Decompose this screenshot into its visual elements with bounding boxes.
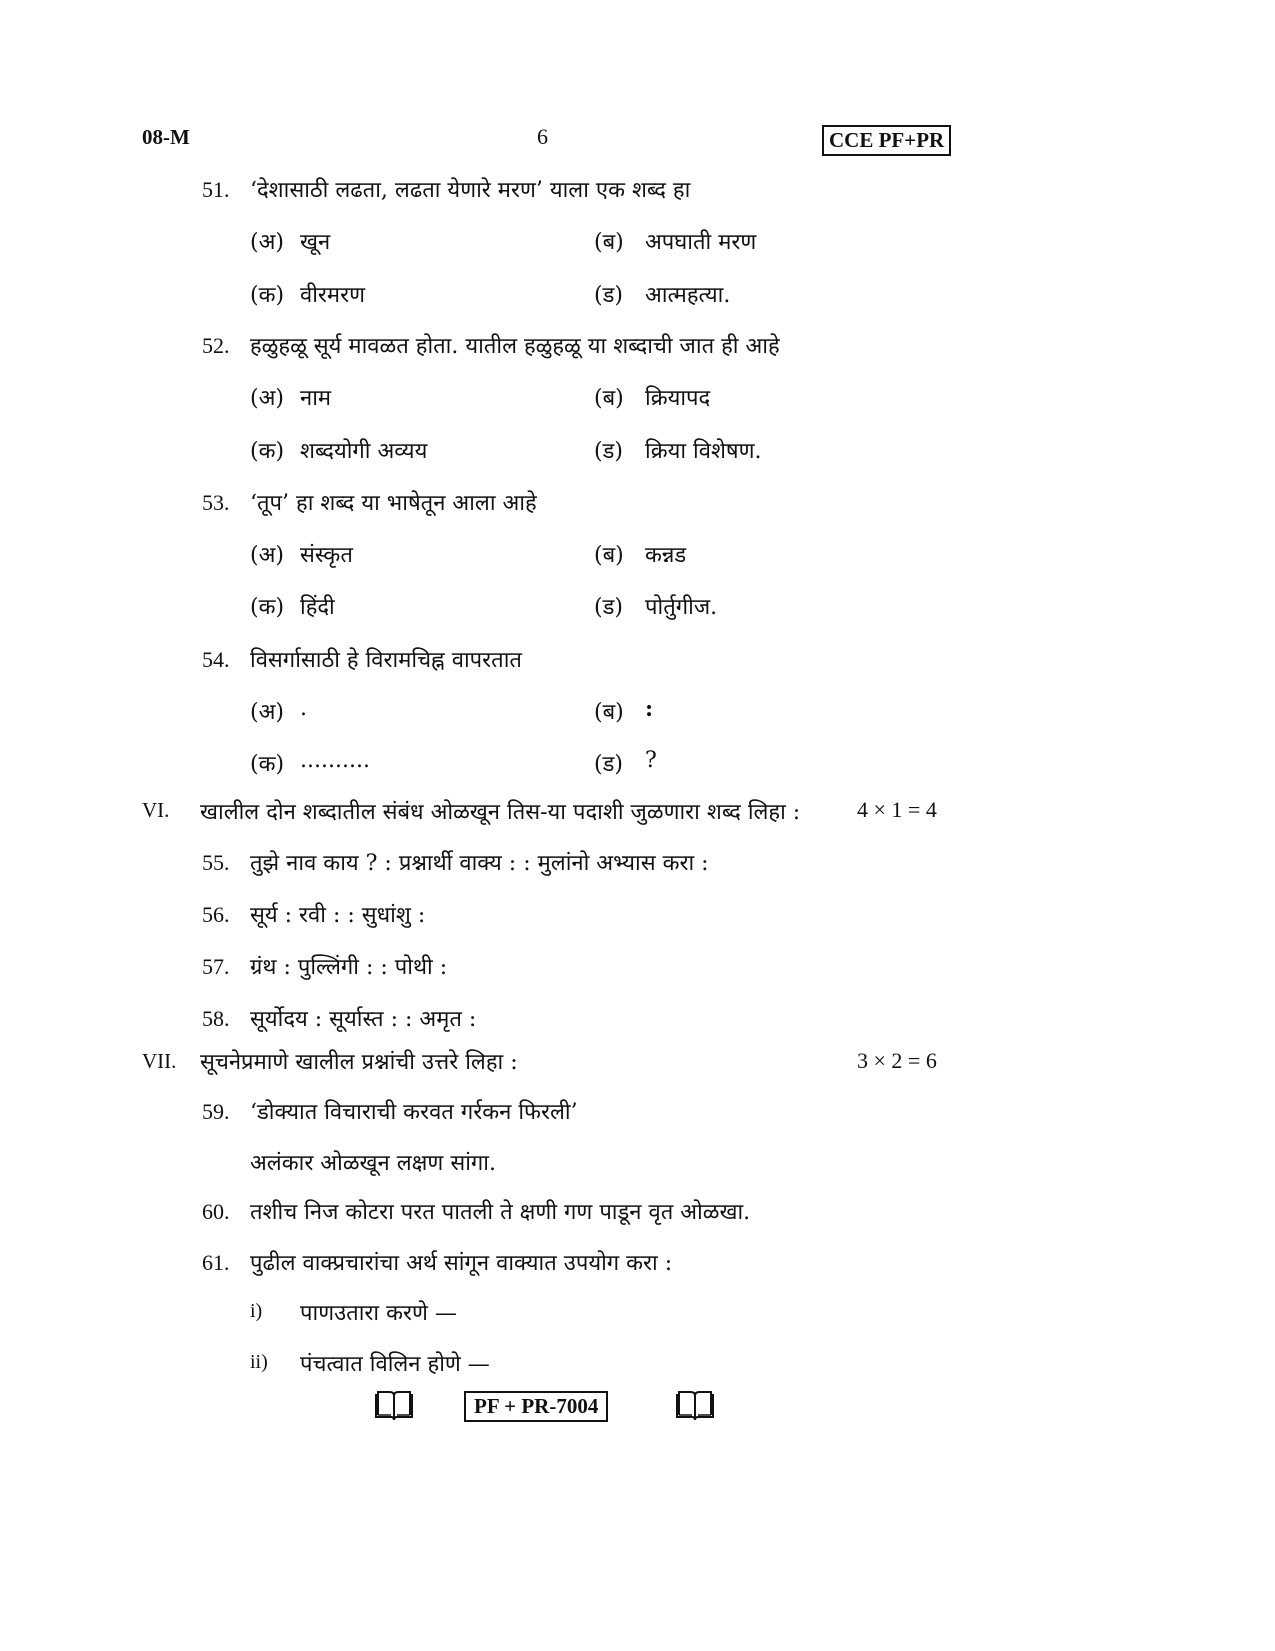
open-book-icon <box>675 1390 715 1422</box>
exam-code-box: CCE PF+PR <box>822 125 951 156</box>
question-text: ‘डोक्यात विचाराची करवत गर्रकन फिरली’ <box>250 1100 578 1125</box>
option-text: आत्महत्या. <box>645 283 731 308</box>
question-text: अलंकार ओळखून लक्षण सांगा. <box>250 1151 496 1176</box>
question-text: विसर्गासाठी हे विरामचिह्न वापरतात <box>250 648 522 673</box>
page-number: 6 <box>537 124 548 149</box>
option-text: पोर्तुगीज. <box>645 595 718 620</box>
section-roman-numeral: VI. <box>142 798 170 822</box>
question-text: पुढील वाक्प्रचारांचा अर्थ सांगून वाक्यात उपयोग करा : <box>250 1251 673 1276</box>
option-text: खून <box>300 230 331 255</box>
question-number: 60. <box>202 1199 230 1224</box>
option-label: (अ) <box>250 386 284 411</box>
option-label: (ब) <box>594 700 624 725</box>
option-text: क्रियापद <box>645 386 711 411</box>
option-text: शब्दयोगी अव्यय <box>300 439 428 464</box>
question-number: 61. <box>202 1250 230 1275</box>
option-label: (ड) <box>594 439 623 464</box>
option-text: अपघाती मरण <box>645 230 757 255</box>
option-text: नाम <box>300 386 332 411</box>
option-label: (क) <box>250 595 285 620</box>
option-text: ? <box>645 748 657 773</box>
question-number: 58. <box>202 1006 230 1031</box>
section-marks: 3 × 2 = 6 <box>857 1048 937 1073</box>
option-label: (अ) <box>250 230 284 255</box>
question-text: सूर्य : रवी : : सुधांशु : <box>250 903 426 928</box>
option-label: (अ) <box>250 543 284 568</box>
option-text: कन्नड <box>645 543 687 568</box>
section-heading: सूचनेप्रमाणे खालील प्रश्नांची उत्तरे लिहा : <box>200 1050 518 1075</box>
option-text: संस्कृत <box>300 543 353 568</box>
section-marks: 4 × 1 = 4 <box>857 797 937 822</box>
question-paper-code-box: PF + PR-7004 <box>464 1391 608 1422</box>
sub-item-label: i) <box>250 1300 263 1322</box>
question-text: हळुहळू सूर्य मावळत होता. यातील हळुहळू या शब्दाची जात ही आहे <box>250 334 780 359</box>
question-text: ग्रंथ : पुल्लिंगी : : पोथी : <box>250 955 448 980</box>
option-label: (ड) <box>594 752 623 777</box>
question-number: 59. <box>202 1099 230 1124</box>
paper-code: 08-M <box>142 125 190 149</box>
option-text: वीरमरण <box>300 283 365 308</box>
question-text: तुझे नाव काय ? : प्रश्नार्थी वाक्य : : मुलांनो अभ्यास करा : <box>250 851 709 876</box>
option-label: (ब) <box>594 543 624 568</box>
question-text: सूर्योदय : सूर्यास्त : : अमृत : <box>250 1007 477 1032</box>
section-roman-numeral: VII. <box>142 1049 177 1073</box>
option-label: (क) <box>250 439 285 464</box>
section-heading: खालील दोन शब्दातील संबंध ओळखून तिस-या पदाशी जुळणारा शब्द लिहा : <box>200 800 801 825</box>
question-number: 55. <box>202 850 230 875</box>
option-label: (क) <box>250 752 285 777</box>
question-number: 53. <box>202 490 230 515</box>
question-number: 56. <box>202 902 230 927</box>
option-text: . <box>300 696 307 721</box>
option-text: क्रिया विशेषण. <box>645 439 762 464</box>
sub-item-text: पंचत्वात विलिन होणे — <box>300 1352 490 1377</box>
open-book-icon <box>374 1390 414 1422</box>
option-text: हिंदी <box>300 595 335 620</box>
question-text: ‘देशासाठी लढता, लढता येणारे मरण’ याला एक शब्द हा <box>250 178 691 203</box>
question-number: 54. <box>202 647 230 672</box>
question-number: 51. <box>202 177 230 202</box>
option-text: : <box>645 696 654 722</box>
question-text: तशीच निज कोटरा परत पातली ते क्षणी गण पाडून वृत ओळखा. <box>250 1200 751 1225</box>
sub-item-text: पाणउतारा करणे — <box>300 1301 457 1326</box>
question-text: ‘तूप’ हा शब्द या भाषेतून आला आहे <box>250 491 537 516</box>
question-number: 52. <box>202 333 230 358</box>
option-label: (ड) <box>594 595 623 620</box>
option-label: (क) <box>250 283 285 308</box>
option-label: (ब) <box>594 386 624 411</box>
option-label: (ब) <box>594 230 624 255</box>
option-label: (अ) <box>250 700 284 725</box>
sub-item-label: ii) <box>250 1351 268 1373</box>
option-label: (ड) <box>594 283 623 308</box>
option-text: .......... <box>300 748 370 773</box>
question-number: 57. <box>202 954 230 979</box>
